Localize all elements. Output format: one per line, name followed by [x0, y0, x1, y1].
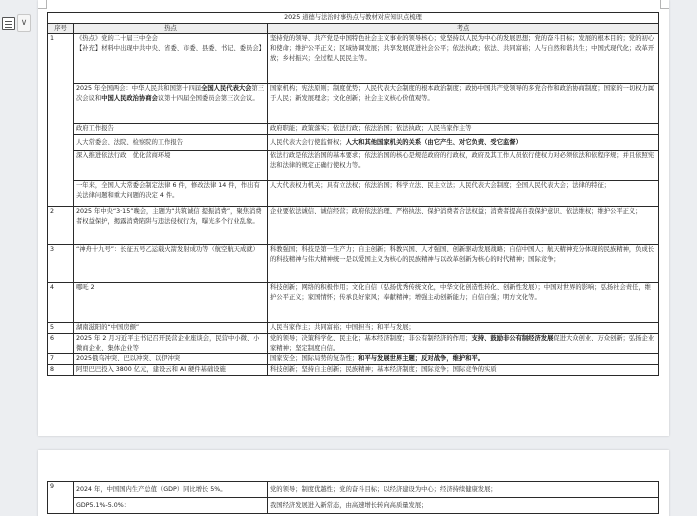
table-row: [48, 354, 659, 365]
point-cell: 党的领导；制度优越性；党的奋斗目标；以经济建设为中心；经济持续健康发展；: [268, 482, 659, 498]
point-text: 人民代表大会行使监督权；: [270, 138, 346, 146]
table-row: [48, 364, 659, 375]
table-row: [48, 34, 659, 84]
hotspot-cell: [74, 34, 268, 84]
header-number: 序号: [48, 23, 74, 34]
table-row: [48, 207, 659, 245]
point-cell: 我国经济发展进入新常态，由高速增长转向高质量发展；: [268, 498, 659, 514]
page-corner-mark: [660, 0, 669, 9]
point-text: 党的领导；决策科学化、民主化；基本经济制度；非公有制经济的作用；: [270, 334, 472, 342]
chevron-down-icon[interactable]: ∨: [17, 14, 31, 32]
hotspot-text: 议第十四届全国委员会第三次会议。: [157, 95, 259, 103]
document-page-2: [38, 450, 669, 516]
page-corner-mark: [38, 0, 47, 9]
point-text: 国家安全；国际局势的复杂性；: [270, 355, 359, 363]
hotspot-text: 《热点》党的二十届三中全会: [76, 35, 158, 43]
row-number: 8: [48, 364, 74, 375]
hotspot-bold: 中国人民政治协商会: [101, 95, 158, 103]
hotspot-cell: GDP5.1%-5.0%：: [74, 498, 268, 514]
hotspot-cell: 2025 年中央“3·15”晚会，主题为“共筑诚信 提振消费”，聚焦消费者权益保护，揭露消费陷阱与违法侵权行为，曝光多个行业乱象。: [74, 207, 268, 245]
hotspot-table-continued: [47, 481, 659, 514]
table-row: [48, 283, 659, 323]
table-row: [48, 151, 659, 181]
hotspot-bold: 全国人民代表大会: [201, 85, 252, 93]
point-cell: 科教强国；科技是第一生产力；自主创新；科教兴国、人才强国、创新驱动发展战略；自信中国人；航天精神充分体现的民族精神，负成长的科技精神与伟大精神统一是以爱国主义为核心的民族精神与以改革创新为核心的时代精神；国际竞争；: [268, 245, 659, 283]
hotspot-cell: 政府工作报告: [74, 124, 268, 135]
hotspot-cell: 人大常委会、法院、检察院的工作报告: [74, 135, 268, 151]
point-bold: 人大和其他国家机关的关系（由它产生、对它负责、受它监督）: [345, 138, 522, 146]
row-number: 7: [48, 354, 74, 365]
point-cell: 企业要依法诚信、诚信经营；政府依法治理、严格执法、保护消费者合法权益；消费者提高自我保护意识、依法维权；维护公平正义；: [268, 207, 659, 245]
row-number: 2: [48, 207, 74, 245]
hotspot-text: 2025 年全国两会：中华人民共和国第十四届: [76, 85, 202, 93]
table-row: [48, 323, 659, 334]
table-row: [48, 135, 659, 151]
document-title: 2025 道德与法治时事热点与教材对应知识点梳理: [48, 13, 659, 24]
hotspot-text: 第三次会议和: [76, 85, 265, 103]
hotspot-cell: 深入推进依法行政 优化营商环境: [74, 151, 268, 181]
table-row: [48, 482, 659, 498]
hotspot-cell: [74, 84, 268, 124]
row-number: 6: [48, 333, 74, 353]
point-cell: [268, 333, 659, 353]
document-page-1: [38, 0, 669, 436]
hotspot-table: [47, 12, 659, 376]
point-cell: 人民当家作主；共同富裕；中国担当；和平与发展；: [268, 323, 659, 334]
point-text: 促进大众创业、万众创新；弘扬企业家精神；坚定制度自信。: [270, 334, 655, 352]
point-bold: 和平与发展世界主题；反对战争，维护和平。: [358, 355, 485, 363]
point-cell: 坚持党的领导、共产党是中国特色社会主义事业的领导核心；党坚持以人民为中心的发展思想；党的奋斗目标；发展的根本目的；党的初心和使命；维护公平正义；区域协调发展；共享发展促进社会公平；依法执政；依法、共同富裕；人与自然和谐共生；中国式现代化；改革开放；乡村振兴；全过程人民民主等。: [268, 34, 659, 84]
hotspot-cell: 2025俄乌冲突、巴以冲突、以伊冲突: [74, 354, 268, 365]
table-row: [48, 124, 659, 135]
hotspot-cell: “神舟十九号”：长征五号乙运载火箭发射成功等（航空航天成就）: [74, 245, 268, 283]
outline-icon[interactable]: [2, 17, 15, 30]
point-cell: 依法行政是依法治国的基本要求；依法治国的核心是规范政府的行政权，政府及其工作人员依行使权力对必须依法和依程序规；并且依照宪法和法律的规定正确行使权力等。: [268, 151, 659, 181]
row-number: 1: [48, 34, 74, 207]
point-cell: 科技创新；网络的积极作用；文化自信（弘扬优秀传统文化，中华文化创造性转化、创新性发展）；中国对世界的影响；弘扬社会责任，维护公平正义；家国情怀；传承良好家风；奉献精神；增强主动创新能力；自信自强；明方文化等。: [268, 283, 659, 323]
point-cell: [268, 354, 659, 365]
table-row: [48, 245, 659, 283]
table-row: [48, 498, 659, 514]
header-hotspot: 热点: [74, 23, 268, 34]
table-row: [48, 84, 659, 124]
hotspot-cell: 哪吒 2: [74, 283, 268, 323]
point-cell: 人大代表权力机关；具有立法权；依法治国；科学立法、民主立法；人民代表大会制度；全国人民代表大会；法律的特征；: [268, 181, 659, 207]
hotspot-cell: 2025 年 2 月习近平主书记召开民营企业座谈会，民营中小微、小微商企业、集体企业等: [74, 333, 268, 353]
point-bold: 支持、鼓励非公有制经济发展: [471, 334, 554, 342]
hotspot-cell: 一年来，全国人大常委会制定法律 6 件，修改法律 14 件，作出有关法律问题和重大问题的决定 4 件。: [74, 181, 268, 207]
hotspot-note: 【补充】材料中出现中共中央、省委、市委、县委、书记、委员会】: [76, 45, 265, 53]
table-row: [48, 333, 659, 353]
hotspot-text: 阿里巴巴投入 3800 亿元，建设云和 AI 硬件基础设施: [76, 365, 226, 373]
header-point: 考点: [268, 23, 659, 34]
hotspot-cell: [74, 364, 268, 375]
toolbar: [2, 14, 31, 32]
hotspot-cell: 2024 年，中国国内生产总值（GDP）同比增长 5%。: [74, 482, 268, 498]
table-row: [48, 181, 659, 207]
point-text: 科技创新；坚持自主创新；民族精神；基本经济制度；国际竞争；国际竞争的实质: [270, 365, 497, 373]
hotspot-cell: 湖南滋阳的“中国房颤”: [74, 323, 268, 334]
point-cell: [268, 135, 659, 151]
row-number: 5: [48, 323, 74, 334]
row-number: 3: [48, 245, 74, 283]
row-number: 9: [48, 482, 74, 514]
point-cell: 政府职能；政策落实；依法行政；依法治国；依法执政；人民当家作主等: [268, 124, 659, 135]
point-cell: 国家机构；宪法原则；制度优势；人民代表大会制度的根本政治制度；政协中国共产党领导的多党合作和政治协商制度；国家的一切权力属于人民；新发展理念；文化创新；社会主义核心价值观等。: [268, 84, 659, 124]
row-number: 4: [48, 283, 74, 323]
point-cell: [268, 364, 659, 375]
